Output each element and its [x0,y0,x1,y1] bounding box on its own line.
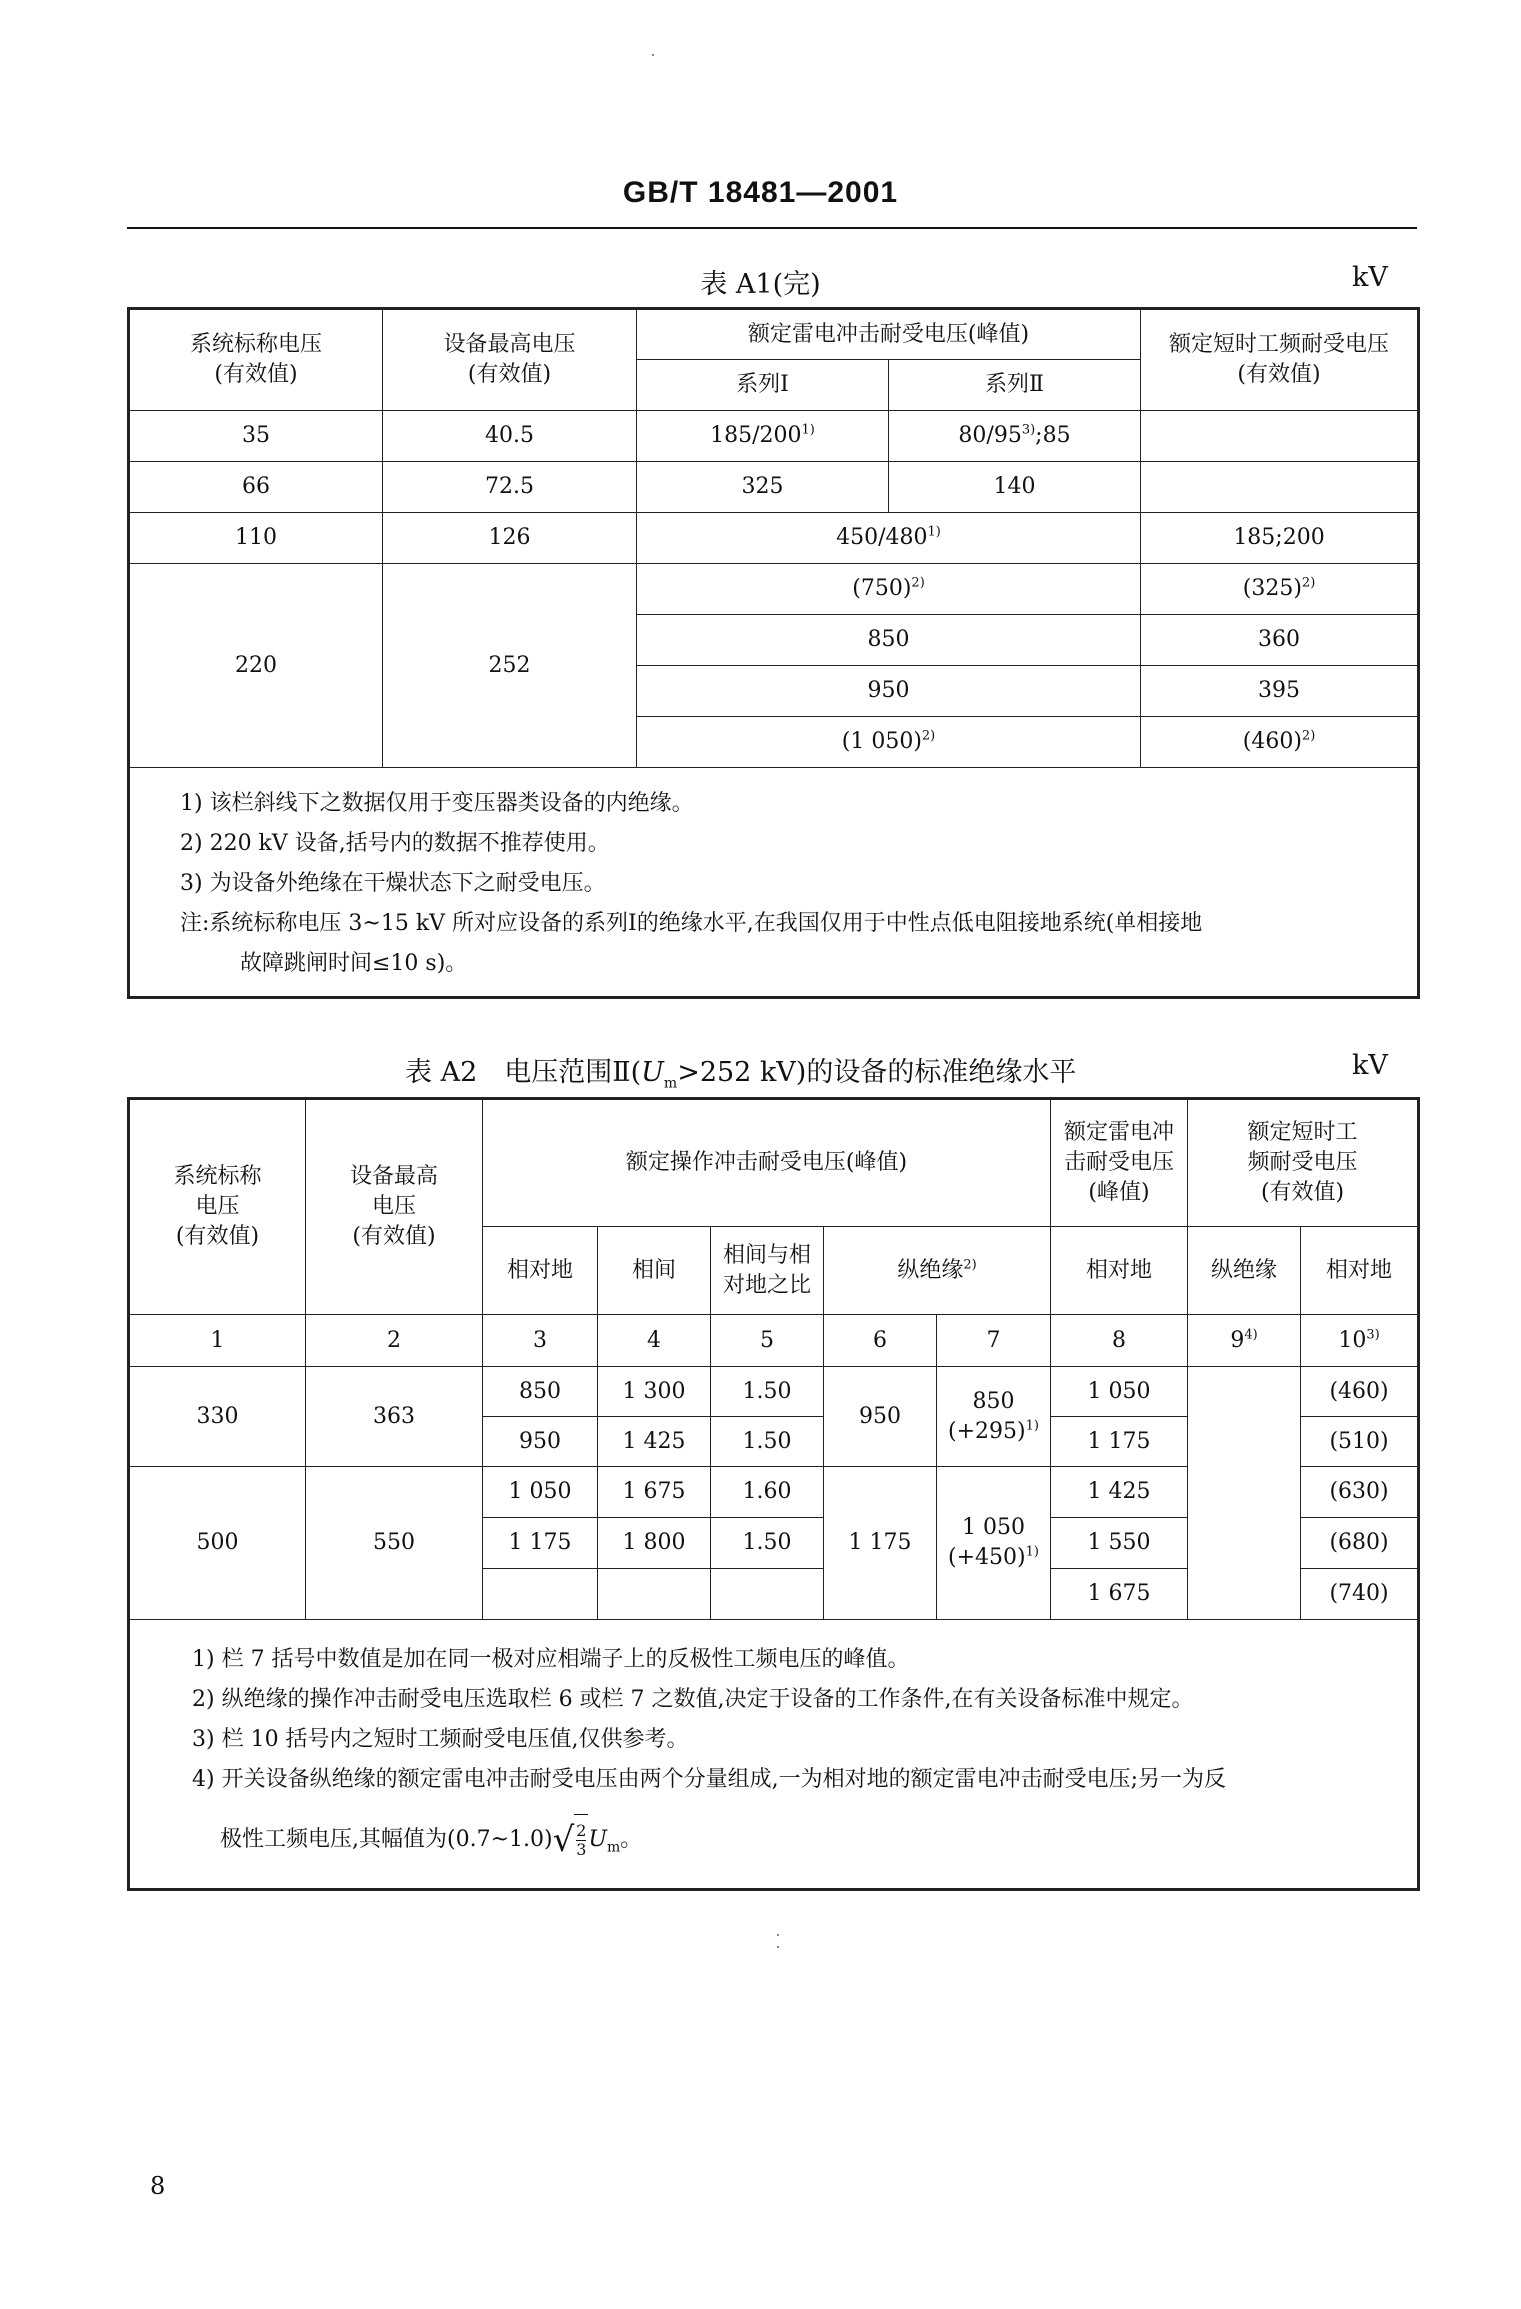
table-a1-unit: kV [1352,262,1388,293]
a2-header-ratio: 相间与相 对地之比 [711,1227,824,1315]
a2-header-nominal-voltage: 系统标称 电压 (有效值) [129,1099,306,1315]
footnote: 1) 该栏斜线下之数据仅用于变压器类设备的内绝缘。 [180,791,694,816]
table-row [129,513,1419,564]
cell-lightning: 450/480$^{1)}$ [637,513,1141,564]
column-number: 7 [937,1315,1051,1367]
cell-nominal: 66 [129,462,383,513]
a2-header-longitudinal: 纵绝缘$^{2)}$ [824,1227,1051,1315]
table-a1-notes [129,768,1419,998]
cell-max: 126 [383,513,637,564]
cell-longitudinal-7: 850 $(+295)^{1)}$ [937,1367,1051,1467]
cell-lightning: 1 675 [1051,1569,1188,1620]
column-number: 3 [483,1315,598,1367]
cell-ratio [711,1569,824,1620]
a2-header-switching-impulse: 额定操作冲击耐受电压(峰值) [483,1099,1051,1227]
footnote: 2) 220 kV 设备,括号内的数据不推荐使用。 [180,831,610,856]
cell-lightning: 1 050 [1051,1367,1188,1417]
cell-series-1: 325 [637,462,889,513]
footnote: 3) 为设备外绝缘在干燥状态下之耐受电压。 [180,871,606,896]
cell-power: 360 [1141,615,1419,666]
cell-nominal: 220 [129,564,383,768]
cell-phase-to-phase: 1 675 [598,1467,711,1518]
a1-header-lightning-impulse: 额定雷电冲击耐受电压(峰值) [637,309,1141,360]
cell-power-phase-to-earth: (740) [1301,1569,1419,1620]
cell-max: 40.5 [383,411,637,462]
cell-phase-to-phase: 1 425 [598,1417,711,1467]
column-number: 10$^{3)}$ [1301,1315,1419,1367]
standard-code-header: GB/T 18481—2001 [622,176,899,209]
a2-header-lightning-phase-to-earth: 相对地 [1051,1227,1188,1315]
a2-header-max-voltage: 设备最高 电压 (有效值) [306,1099,483,1315]
table-a1-caption: 表 A1(完) [700,269,821,300]
cell-phase-to-phase: 1 800 [598,1518,711,1569]
cell-ratio: 1.50 [711,1518,824,1569]
cell-ratio: 1.60 [711,1467,824,1518]
column-number-row [129,1315,1419,1367]
footnote: 1) 栏 7 括号中数值是加在同一极对应相端子上的反极性工频电压的峰值。 [192,1647,910,1672]
cell-power-longitudinal [1188,1367,1301,1620]
footnote: 4) 开关设备纵绝缘的额定雷电冲击耐受电压由两个分量组成,一为相对地的额定雷电冲击耐受电压;另一为反 [192,1767,1226,1792]
cell-phase-to-earth: 950 [483,1417,598,1467]
a1-header-nominal-voltage: 系统标称电压 (有效值) [129,309,383,411]
cell-lightning: 950 [637,666,1141,717]
footnote-continuation: 极性工频电压,其幅值为(0.7~1.0)√ $\frac{2}{3}$ $U_m$。 [192,1814,1367,1872]
cell-series-2: 80/95$^{3)}$;85 [889,411,1141,462]
table-row [129,411,1419,462]
footnote: 2) 纵绝缘的操作冲击耐受电压选取栏 6 或栏 7 之数值,决定于设备的工作条件,在有关设备标准中规定。 [192,1687,1194,1712]
cell-max: 363 [306,1367,483,1467]
cell-phase-to-phase [598,1569,711,1620]
table-row [129,462,1419,513]
cell-lightning: 1 425 [1051,1467,1188,1518]
a1-header-series-2: 系列Ⅱ [889,360,1141,411]
cell-power-phase-to-earth: (680) [1301,1518,1419,1569]
cell-power: $(325)^{2)}$ [1141,564,1419,615]
table-a2-caption: 表 A2 电压范围$Ⅱ(U_m>252$ kV)的设备的标准绝缘水平 [405,1057,1077,1092]
column-number: 8 [1051,1315,1188,1367]
column-number: 6 [824,1315,937,1367]
cell-lightning: 1 550 [1051,1518,1188,1569]
cell-power-phase-to-earth: (460) [1301,1367,1419,1417]
cell-longitudinal-7: 1 050 $(+450)^{1)}$ [937,1467,1051,1620]
cell-lightning: (1 050)$^{2)}$ [637,717,1141,768]
cell-max: 252 [383,564,637,768]
column-number: 9$^{4)}$ [1188,1315,1301,1367]
cell-ratio: 1.50 [711,1417,824,1467]
cell-phase-to-earth [483,1569,598,1620]
cell-lightning: 850 [637,615,1141,666]
cell-max: 72.5 [383,462,637,513]
table-a2-notes [129,1620,1419,1890]
note: 注:系统标称电压 3~15 kV 所对应设备的系列Ⅰ的绝缘水平,在我国仅用于中性点低电阻接地系统(单相接地 [180,911,1203,936]
cell-max: 550 [306,1467,483,1620]
table-a2 [127,1097,1420,1891]
a2-header-power-phase-to-earth: 相对地 [1301,1227,1419,1315]
cell-power [1141,462,1419,513]
cell-power: 395 [1141,666,1419,717]
footnote: 3) 栏 10 括号内之短时工频耐受电压值,仅供参考。 [192,1727,689,1752]
cell-power: $(460)^{2)}$ [1141,717,1419,768]
cell-phase-to-earth: 1 175 [483,1518,598,1569]
column-number: 1 [129,1315,306,1367]
cell-phase-to-earth: 1 050 [483,1467,598,1518]
cell-nominal: 330 [129,1367,306,1467]
square-root-symbol: √ [552,1820,575,1860]
cell-nominal: 500 [129,1467,306,1620]
table-a1 [127,307,1420,999]
page-number: 8 [150,2172,166,2200]
cell-power-phase-to-earth: (630) [1301,1467,1419,1518]
a2-header-phase-to-phase: 相间 [598,1227,711,1315]
a2-header-power-frequency: 额定短时工 频耐受电压 (有效值) [1188,1099,1419,1227]
table-row [129,1367,1419,1417]
note-continuation: 故障跳闸时间≤10 s)。 [240,951,468,976]
cell-nominal: 110 [129,513,383,564]
cell-ratio: 1.50 [711,1367,824,1417]
a1-header-power-frequency: 额定短时工频耐受电压 (有效值) [1141,309,1419,411]
cell-power: 185;200 [1141,513,1419,564]
scan-speck [777,1946,779,1948]
table-a2-unit: kV [1352,1050,1388,1081]
cell-power-phase-to-earth: (510) [1301,1417,1419,1467]
cell-series-1: 185/200$^{1)}$ [637,411,889,462]
a2-header-power-longitudinal: 纵绝缘 [1188,1227,1301,1315]
scan-speck [777,1934,779,1936]
cell-phase-to-earth: 850 [483,1367,598,1417]
cell-series-2: 140 [889,462,1141,513]
column-number: 5 [711,1315,824,1367]
cell-power [1141,411,1419,462]
scan-speck [652,54,654,56]
cell-nominal: 35 [129,411,383,462]
a1-header-max-voltage: 设备最高电压 (有效值) [383,309,637,411]
column-number: 4 [598,1315,711,1367]
header-rule [127,227,1417,229]
cell-longitudinal-6: 1 175 [824,1467,937,1620]
cell-phase-to-phase: 1 300 [598,1367,711,1417]
column-number: 2 [306,1315,483,1367]
fraction: $\frac{2}{3}$ [574,1814,588,1865]
cell-lightning: 1 175 [1051,1417,1188,1467]
a1-header-series-1: 系列Ⅰ [637,360,889,411]
cell-lightning: $(750)^{2)}$ [637,564,1141,615]
cell-longitudinal-6: 950 [824,1367,937,1467]
table-row [129,564,1419,615]
a2-header-phase-to-earth: 相对地 [483,1227,598,1315]
a2-header-lightning-impulse: 额定雷电冲 击耐受电压 (峰值) [1051,1099,1188,1227]
